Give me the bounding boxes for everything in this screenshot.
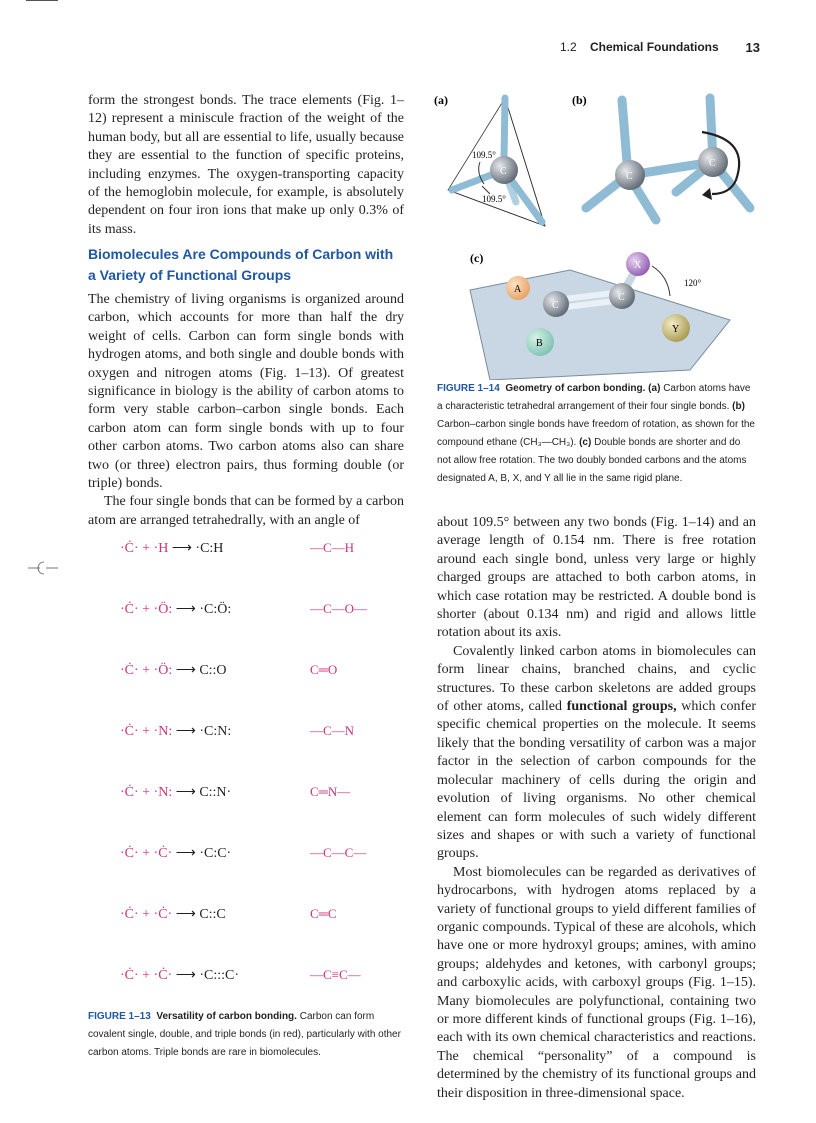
structure-formula: —C—N <box>310 723 355 738</box>
structure-formula: —C—O— <box>310 601 368 616</box>
bond-angle-label-2: 109.5° <box>482 194 506 204</box>
structure-formula: —C≡C— <box>310 967 361 982</box>
caption-label: FIGURE 1–13 <box>88 1011 151 1022</box>
right-paragraph-2: Covalently linked carbon atoms in biomolecules can form linear chains, branched chains, and cyclic structures. To these carbon skeletons are added groups of other atoms, called functional groups, which confer specific chemical properties on the molecule. It seems likely that the bonding versatility of carbon was a major factor in the selection of carbon compounds for the molecular machinery of cells during the origin and evolution of living organisms. No other chemical element can form molecules of such widely different sizes and shapes or with such a variety of functional groups. <box>437 643 756 862</box>
right-paragraph-3: Most biomolecules can be regarded as derivatives of hydrocarbons, with hydrogen atoms replaced by a variety of functional groups to yield different families of organic compounds. Typical of these are alcohols, which have one or more hydroxyl groups; amines, with amino groups; aldehydes and ketones, with carbonyl groups; and carboxylic acids, with carboxyl groups (Fig. 1–15). Many biomolecules are polyfunctional, containing two or more different kinds of functional groups (Fig. 1–16), each with its own chemical characteristics and reactions. The chemical “personality” of a compound is determined by the chemistry of its functional groups and their disposition in three-dimensional space. <box>437 864 756 1101</box>
lewis-equation: ·Ċ· + ·Ö: ⟶ ·C:Ö: <box>120 602 232 617</box>
section-number: 1.2 <box>560 40 577 54</box>
right-paragraph-1: about 109.5° between any two bonds (Fig. 1–14) and an average length of 0.154 nm. There is free rotation around each single bond, unless very large or highly charged groups are attached to both carbon atoms, in which case rotation may be restricted. A double bond is shorter (about 0.134 nm) and rigid and allows little rotation about its axis. <box>437 515 756 641</box>
structure-formula: —C—H <box>310 540 355 555</box>
running-header <box>560 40 760 56</box>
carbon-atom-label: C <box>552 300 559 311</box>
bond-row <box>120 784 370 812</box>
panel-a-label: (a) <box>434 93 448 107</box>
lewis-equation: ·Ċ· + ·Ċ· ⟶ C::C <box>120 907 226 922</box>
functional-groups-term: functional groups, <box>566 699 677 715</box>
caption-part-c: Double bonds are shorter and do not allow free rotation. The two doubly bonded carbons and the atoms designated A, B, X, and Y all lie in the same rigid plane. <box>437 437 747 484</box>
lewis-equation: ·Ċ· + ·Ċ· ⟶ ·C:::C· <box>120 968 239 983</box>
caption-text: Carbon can form covalent single, double, and triple bonds (in red), particularly with other carbon atoms. Triple bonds are rare in biomolecules. <box>88 1011 401 1058</box>
arrow-icon: ⟶ <box>175 846 196 861</box>
panel-b-label: (b) <box>572 93 587 107</box>
arrow-icon: ⟶ <box>175 968 196 983</box>
left-paragraph-2: The chemistry of living organisms is organized around carbon, which accounts for more than half the dry weight of cells. Carbon can form single bonds with hydrogen atoms, and both single and double bonds with oxygen and nitrogen atoms (Fig. 1–13). Of greatest significance in biology is the ability of carbon atoms to form very stable carbon–carbon single bonds. Each carbon atom can form single bonds with up to four other carbon atoms. Two carbon atoms also can share two (or three) electron pairs, thus forming double (or triple) bonds. The four single bonds that can be formed by a carbon atom are arranged tetrahedrally, with an angle of <box>88 291 404 530</box>
right-column-text <box>437 514 756 1103</box>
caption-part-b-label: (b) <box>732 401 745 412</box>
bond-row <box>120 540 370 568</box>
bond-row <box>120 967 370 995</box>
caption-part-a-label: (a) <box>648 383 661 394</box>
section-title: Chemical Foundations <box>590 40 719 54</box>
lewis-equation: ·Ċ· + ·N: ⟶ ·C:N: <box>120 724 232 739</box>
crop-mark-icon <box>28 558 58 578</box>
bond-row <box>120 662 370 690</box>
bond-row <box>120 601 370 629</box>
figure-1-13-caption <box>88 1008 404 1062</box>
arrow-icon: ⟶ <box>175 602 196 617</box>
atom-a-label: A <box>514 284 522 295</box>
atom-x-label: X <box>634 260 642 271</box>
arrow-icon: ⟶ <box>171 541 192 556</box>
caption-part-a: Carbon atoms have a characteristic tetrahedral arrangement of their four single bonds. <box>437 383 751 412</box>
bond-row <box>120 723 370 751</box>
tetrahedron-diagram <box>448 98 545 226</box>
structure-formula: —C—C— <box>310 845 367 860</box>
caption-title: Versatility of carbon bonding. <box>156 1011 297 1022</box>
lewis-equation: ·Ċ· + ·H ⟶ ·C:H <box>120 541 224 556</box>
atom-y-label: Y <box>672 324 680 335</box>
double-bond-plane-diagram <box>470 252 730 380</box>
structure-formula: C═C <box>310 906 337 921</box>
ethane-rotation-diagram <box>586 98 750 220</box>
caption-part-c-label: (c) <box>579 437 592 448</box>
atom-b-label: B <box>536 338 543 349</box>
carbon-atom-label: C <box>626 171 633 182</box>
carbon-atom-label: C <box>500 166 507 177</box>
caption-label: FIGURE 1–14 <box>437 383 500 394</box>
left-paragraph-1: form the strongest bonds. The trace elements (Fig. 1–12) represent a miniscule fraction of the weight of the human body, but all are essential to life, usually because they are essential to the function of specific proteins, including enzymes. The oxygen-transporting capacity of the hemoglobin molecule, for example, is absolutely dependent on four iron ions that make up only 0.3% of its mass. <box>88 93 404 237</box>
heading-line-2: a Variety of Functional Groups <box>88 267 292 283</box>
arrow-icon: ⟶ <box>175 907 196 922</box>
arrow-icon: ⟶ <box>175 785 196 800</box>
structure-formula: C═O <box>310 662 338 677</box>
carbon-atom-label: C <box>618 292 625 303</box>
bond-row <box>120 845 370 873</box>
lewis-equation: ·Ċ· + ·Ċ· ⟶ ·C:C· <box>120 846 232 861</box>
arrow-icon: ⟶ <box>175 663 196 678</box>
carbon-geometry-illustration <box>430 90 760 380</box>
page-number: 13 <box>745 40 760 55</box>
carbon-atom-label: C <box>709 158 716 169</box>
left-paragraph-3: The four single bonds that can be formed by a carbon atom are arranged tetrahedrally, with an angle of <box>88 494 404 528</box>
bond-angle-label: 109.5° <box>472 150 496 160</box>
panel-c-label: (c) <box>470 251 484 265</box>
angle-120-label: 120° <box>684 278 702 288</box>
figure-1-14-caption <box>437 380 756 488</box>
heading-line-1: Biomolecules Are Compounds of Carbon with <box>88 246 394 262</box>
caption-part-b: Carbon–carbon single bonds have freedom of rotation, as shown for the compound ethane (CH₃—CH₃). <box>437 419 755 448</box>
structure-formula: C═N— <box>310 784 351 799</box>
caption-title: Geometry of carbon bonding. <box>505 383 646 394</box>
bond-row <box>120 906 370 934</box>
lewis-equation: ·Ċ· + ·Ö: ⟶ C::O <box>120 663 227 678</box>
crop-line <box>26 0 58 1</box>
section-heading <box>88 244 404 286</box>
arrow-icon: ⟶ <box>175 724 196 739</box>
lewis-equation: ·Ċ· + ·N: ⟶ C::N· <box>120 785 232 800</box>
